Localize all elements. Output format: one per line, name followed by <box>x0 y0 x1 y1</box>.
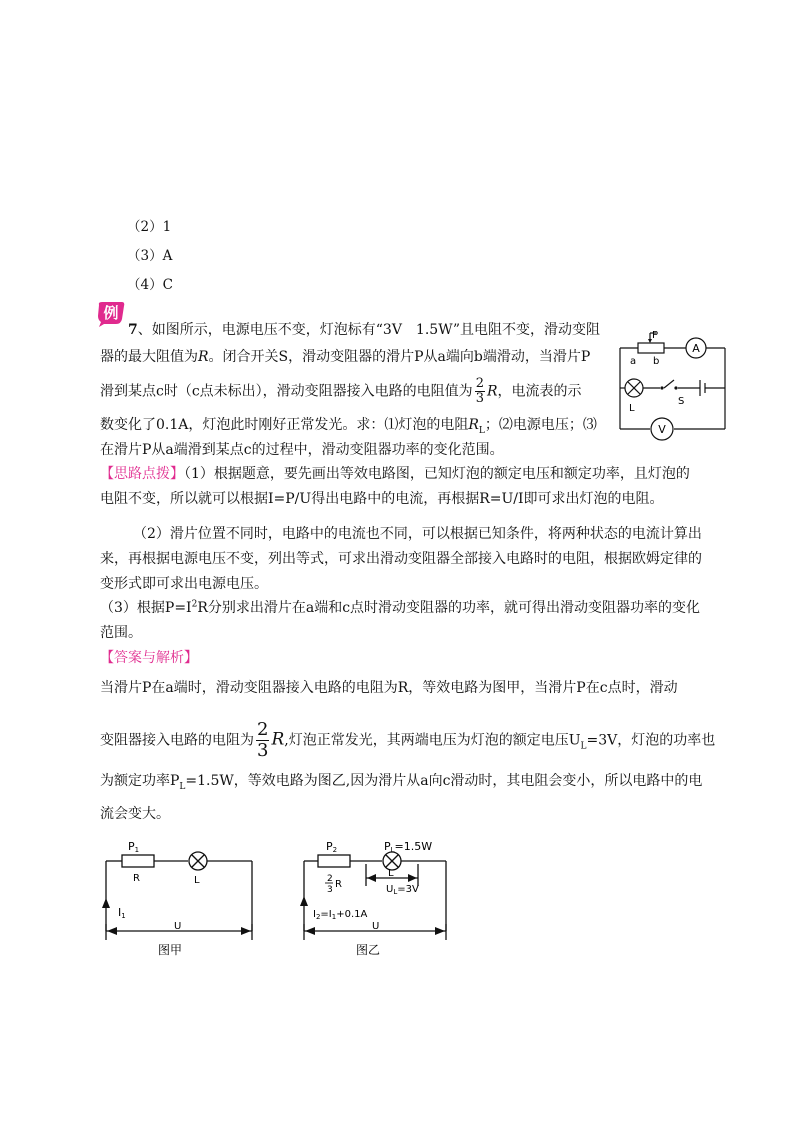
answer-item-2: （2）1 <box>127 219 172 235</box>
label-a: a <box>630 356 637 367</box>
hint-para3-line-1: （3）根据$P=I^2R$分别求出滑片在a端和c点时滑动变阻器的功率，就可得出滑动变阻器功率的变化 <box>100 599 701 616</box>
hint-line-1: 【思路点拨】（1）根据题意，要先画出等效电路图，已知灯泡的额定电压和额定功率，且灯泡的 <box>100 466 690 482</box>
hint-para3-line-2: 范围。 <box>100 625 142 641</box>
yi-label-L: L <box>388 868 394 879</box>
example-line-4: 数变化了0.1A，灯泡此时刚好正常发光。求：⑴灯泡的电阻$R_L$；⑵电源电压；⑶ <box>100 417 597 436</box>
yi-frac-num: 2 <box>327 874 333 884</box>
answer-line-1: 当滑片P在a端时，滑动变阻器接入电路的电阻为R，等效电路为图甲，当滑片P在c点时，滑动 <box>100 680 678 696</box>
circuit-figure-yi <box>296 836 458 961</box>
yi-label-UL: $U_L=3V$ <box>386 884 419 896</box>
yi-frac-den: 3 <box>327 885 333 895</box>
label-ammeter: A <box>692 342 700 355</box>
yi-label-R: R <box>335 879 342 890</box>
jia-label-P1: P1 <box>128 840 140 854</box>
example-badge-label: 例 <box>103 304 119 322</box>
answer-title: 【答案与解析】 <box>100 650 198 666</box>
hint-para2-line-1: （2）滑片位置不同时，电路中的电流也不同，可以根据已知条件，将两种状态的电流计算出 <box>133 526 702 542</box>
answer-item-4: （4）C <box>127 277 173 293</box>
answer-item-3: （3）A <box>127 248 173 264</box>
answer-line-4: 流会变大。 <box>100 806 170 822</box>
hint-line-2: 电阻不变，所以就可以根据I=P/U得出电路中的电流，再根据R=U/I即可求出灯泡的电阻。 <box>100 491 664 507</box>
example-badge-icon <box>96 301 126 327</box>
hint-para2-line-3: 变形式即可求出电源电压。 <box>100 576 268 592</box>
yi-label-U: U <box>372 921 380 932</box>
circuit-figure-jia <box>98 836 260 961</box>
circuit-diagram-main <box>612 328 732 444</box>
example-line-1: 7、如图所示，电源电压不变，灯泡标有“3V 1.5W”且电阻不变，滑动变阻 <box>128 322 600 338</box>
label-voltmeter: V <box>658 423 666 436</box>
label-b: b <box>653 356 660 367</box>
label-L: L <box>629 403 635 414</box>
jia-label-U: U <box>174 921 182 932</box>
yi-label-P2: P2 <box>326 840 338 854</box>
example-line-2: 器的最大阻值为R。闭合开关S，滑动变阻器的滑片P从a端向b端滑动，当滑片P <box>100 349 591 365</box>
yi-label-PL: PL=1.5W <box>384 840 433 854</box>
hint-title: 【思路点拨】 <box>100 466 184 482</box>
jia-label-L: L <box>194 875 200 886</box>
yi-label-I2: $I_2=I_1+0.1A$ <box>313 909 368 921</box>
yi-caption: 图乙 <box>356 943 381 957</box>
answer-line-2: 变阻器接入电路的电阻为 $\frac{2}{3}$ R,灯泡正常发光，其两端电压为灯泡的额定电压$U_L=3V$，灯泡的功率也 <box>100 719 716 761</box>
jia-label-I1: I1 <box>118 906 126 920</box>
label-P: P <box>652 330 659 341</box>
fraction-two-thirds: $\frac{2}{3}$ <box>475 376 484 406</box>
label-S: S <box>678 396 685 407</box>
example-line-5: 在滑片P从a端滑到某点c的过程中，滑动变阻器功率的变化范围。 <box>100 442 504 458</box>
jia-label-R: R <box>133 873 140 884</box>
jia-caption: 图甲 <box>158 943 183 957</box>
example-line-3: 滑到某点c时（c点未标出），滑动变阻器接入电路的电阻值为 $\frac{2}{3}$ R，电流表的示 <box>100 376 582 406</box>
hint-para2-line-2: 来，再根据电源电压不变，列出等式，可求出滑动变阻器全部接入电路时的电阻，根据欧姆定律的 <box>100 551 702 567</box>
answer-line-3: 为额定功率$P_L=1.5W$，等效电路为图乙,因为滑片从a向c滑动时，其电阻会变小，所以电路中的电 <box>100 773 703 792</box>
example-number: 7 <box>128 322 138 338</box>
fraction-two-thirds-large: $\frac{2}{3}$ <box>257 719 269 761</box>
